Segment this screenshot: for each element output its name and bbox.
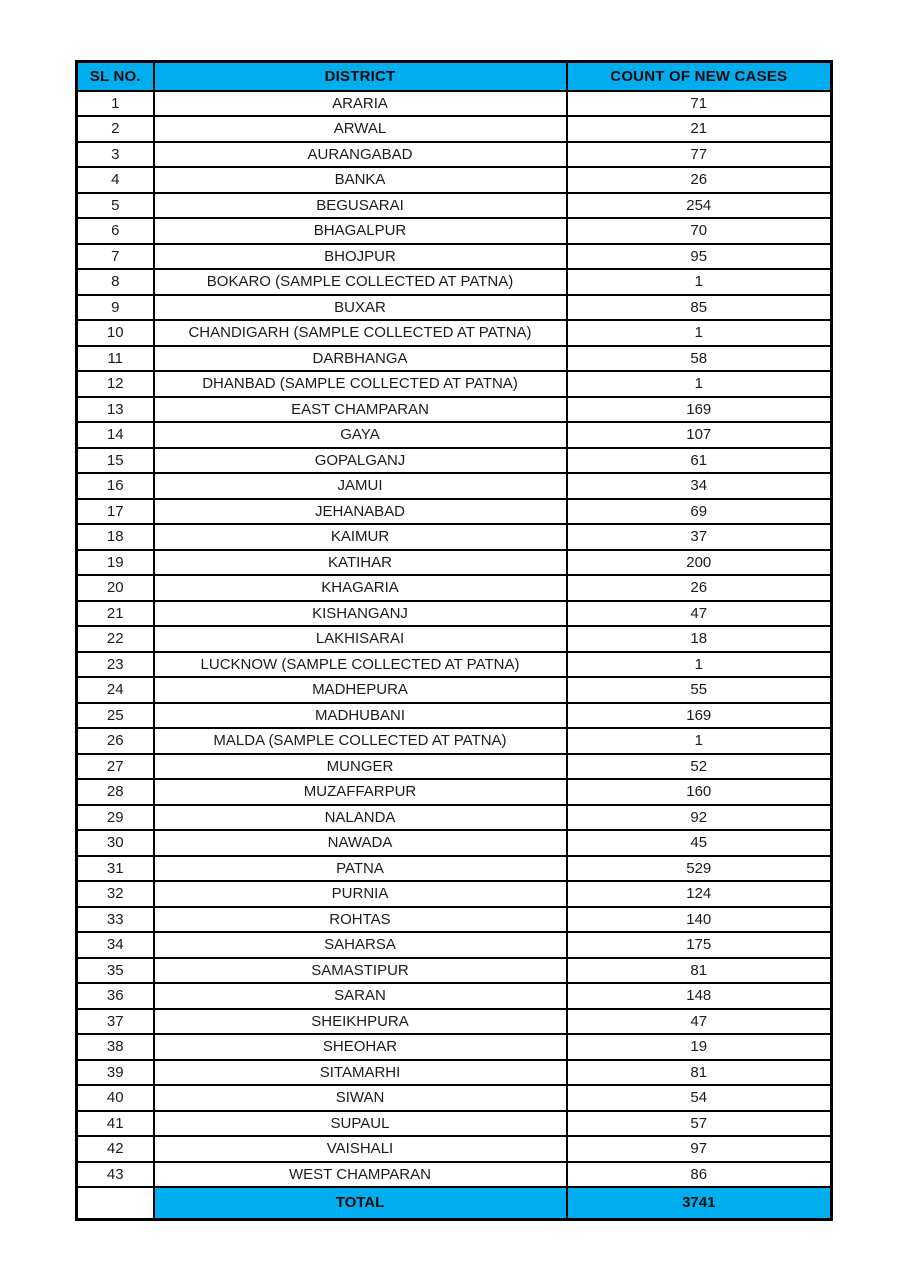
district-cell: ARARIA bbox=[154, 91, 567, 117]
district-cell: NALANDA bbox=[154, 805, 567, 831]
district-cell: EAST CHAMPARAN bbox=[154, 397, 567, 423]
district-cell: DARBHANGA bbox=[154, 346, 567, 372]
count-cell: 45 bbox=[567, 830, 832, 856]
district-cell: DHANBAD (SAMPLE COLLECTED AT PATNA) bbox=[154, 371, 567, 397]
table-row bbox=[77, 1085, 832, 1111]
district-cell: KATIHAR bbox=[154, 550, 567, 576]
district-cell: SUPAUL bbox=[154, 1111, 567, 1137]
table-row bbox=[77, 728, 832, 754]
district-cell: GAYA bbox=[154, 422, 567, 448]
sl-no-cell: 32 bbox=[77, 881, 154, 907]
table-row bbox=[77, 524, 832, 550]
table-row bbox=[77, 601, 832, 627]
sl-no-cell: 18 bbox=[77, 524, 154, 550]
district-cell: SAMASTIPUR bbox=[154, 958, 567, 984]
district-cell: SIWAN bbox=[154, 1085, 567, 1111]
count-cell: 21 bbox=[567, 116, 832, 142]
table-row bbox=[77, 244, 832, 270]
count-cell: 61 bbox=[567, 448, 832, 474]
sl-no-cell: 21 bbox=[77, 601, 154, 627]
table-row bbox=[77, 830, 832, 856]
table-row bbox=[77, 881, 832, 907]
count-cell: 81 bbox=[567, 1060, 832, 1086]
district-cell: ROHTAS bbox=[154, 907, 567, 933]
table-row bbox=[77, 1162, 832, 1188]
count-cell: 148 bbox=[567, 983, 832, 1009]
count-cell: 175 bbox=[567, 932, 832, 958]
district-cell: LUCKNOW (SAMPLE COLLECTED AT PATNA) bbox=[154, 652, 567, 678]
district-cell: CHANDIGARH (SAMPLE COLLECTED AT PATNA) bbox=[154, 320, 567, 346]
count-cell: 1 bbox=[567, 728, 832, 754]
count-cell: 1 bbox=[567, 652, 832, 678]
table-row bbox=[77, 703, 832, 729]
count-cell: 169 bbox=[567, 703, 832, 729]
table-row bbox=[77, 1060, 832, 1086]
sl-no-cell: 5 bbox=[77, 193, 154, 219]
count-cell: 124 bbox=[567, 881, 832, 907]
count-cell: 58 bbox=[567, 346, 832, 372]
table-row bbox=[77, 652, 832, 678]
sl-no-cell: 27 bbox=[77, 754, 154, 780]
sl-no-cell: 37 bbox=[77, 1009, 154, 1035]
table-row bbox=[77, 958, 832, 984]
sl-no-cell: 4 bbox=[77, 167, 154, 193]
count-cell: 77 bbox=[567, 142, 832, 168]
sl-no-cell: 24 bbox=[77, 677, 154, 703]
table-row bbox=[77, 1009, 832, 1035]
count-cell: 254 bbox=[567, 193, 832, 219]
table-body bbox=[77, 91, 832, 1188]
new-cases-table bbox=[75, 60, 833, 1221]
count-cell: 18 bbox=[567, 626, 832, 652]
district-cell: PURNIA bbox=[154, 881, 567, 907]
district-cell: SHEIKHPURA bbox=[154, 1009, 567, 1035]
count-cell: 92 bbox=[567, 805, 832, 831]
count-cell: 69 bbox=[567, 499, 832, 525]
table-row bbox=[77, 779, 832, 805]
count-cell: 95 bbox=[567, 244, 832, 270]
sl-no-cell: 26 bbox=[77, 728, 154, 754]
district-cell: VAISHALI bbox=[154, 1136, 567, 1162]
district-cell: KHAGARIA bbox=[154, 575, 567, 601]
count-cell: 71 bbox=[567, 91, 832, 117]
count-cell: 169 bbox=[567, 397, 832, 423]
table-row bbox=[77, 677, 832, 703]
count-cell: 107 bbox=[567, 422, 832, 448]
table-row bbox=[77, 91, 832, 117]
district-cell: SARAN bbox=[154, 983, 567, 1009]
count-cell: 529 bbox=[567, 856, 832, 882]
count-cell: 140 bbox=[567, 907, 832, 933]
table-row bbox=[77, 932, 832, 958]
sl-no-cell: 34 bbox=[77, 932, 154, 958]
table-row bbox=[77, 193, 832, 219]
district-cell: MALDA (SAMPLE COLLECTED AT PATNA) bbox=[154, 728, 567, 754]
sl-no-cell: 12 bbox=[77, 371, 154, 397]
sl-no-cell: 13 bbox=[77, 397, 154, 423]
header-sl-no: SL NO. bbox=[77, 62, 154, 91]
district-cell: WEST CHAMPARAN bbox=[154, 1162, 567, 1188]
sl-no-cell: 7 bbox=[77, 244, 154, 270]
sl-no-cell: 30 bbox=[77, 830, 154, 856]
sl-no-cell: 22 bbox=[77, 626, 154, 652]
count-cell: 160 bbox=[567, 779, 832, 805]
table-row bbox=[77, 320, 832, 346]
district-cell: AURANGABAD bbox=[154, 142, 567, 168]
count-cell: 70 bbox=[567, 218, 832, 244]
sl-no-cell: 41 bbox=[77, 1111, 154, 1137]
table-row bbox=[77, 346, 832, 372]
count-cell: 86 bbox=[567, 1162, 832, 1188]
sl-no-cell: 25 bbox=[77, 703, 154, 729]
sl-no-cell: 14 bbox=[77, 422, 154, 448]
district-cell: BEGUSARAI bbox=[154, 193, 567, 219]
table-row bbox=[77, 754, 832, 780]
header-district: DISTRICT bbox=[154, 62, 567, 91]
sl-no-cell: 40 bbox=[77, 1085, 154, 1111]
total-label-cell: TOTAL bbox=[154, 1187, 567, 1219]
table-row bbox=[77, 116, 832, 142]
district-cell: PATNA bbox=[154, 856, 567, 882]
sl-no-cell: 29 bbox=[77, 805, 154, 831]
district-cell: SAHARSA bbox=[154, 932, 567, 958]
sl-no-cell: 36 bbox=[77, 983, 154, 1009]
table-row bbox=[77, 907, 832, 933]
district-cell: MUZAFFARPUR bbox=[154, 779, 567, 805]
count-cell: 200 bbox=[567, 550, 832, 576]
district-cell: JEHANABAD bbox=[154, 499, 567, 525]
total-row bbox=[77, 1187, 832, 1219]
count-cell: 47 bbox=[567, 1009, 832, 1035]
sl-no-cell: 42 bbox=[77, 1136, 154, 1162]
table-row bbox=[77, 856, 832, 882]
sl-no-cell: 9 bbox=[77, 295, 154, 321]
district-cell: SITAMARHI bbox=[154, 1060, 567, 1086]
district-cell: JAMUI bbox=[154, 473, 567, 499]
table-row bbox=[77, 473, 832, 499]
count-cell: 52 bbox=[567, 754, 832, 780]
district-cell: GOPALGANJ bbox=[154, 448, 567, 474]
district-cell: KAIMUR bbox=[154, 524, 567, 550]
total-blank-cell bbox=[77, 1187, 154, 1219]
count-cell: 57 bbox=[567, 1111, 832, 1137]
table-row bbox=[77, 805, 832, 831]
table-row bbox=[77, 626, 832, 652]
district-cell: LAKHISARAI bbox=[154, 626, 567, 652]
sl-no-cell: 8 bbox=[77, 269, 154, 295]
district-cell: MADHEPURA bbox=[154, 677, 567, 703]
district-cell: KISHANGANJ bbox=[154, 601, 567, 627]
table-row bbox=[77, 1136, 832, 1162]
sl-no-cell: 23 bbox=[77, 652, 154, 678]
header-count-of-new-cases: COUNT OF NEW CASES bbox=[567, 62, 832, 91]
table-row bbox=[77, 142, 832, 168]
table-row bbox=[77, 499, 832, 525]
count-cell: 19 bbox=[567, 1034, 832, 1060]
sl-no-cell: 6 bbox=[77, 218, 154, 244]
count-cell: 26 bbox=[567, 167, 832, 193]
sl-no-cell: 11 bbox=[77, 346, 154, 372]
table-row bbox=[77, 550, 832, 576]
count-cell: 37 bbox=[567, 524, 832, 550]
table-row bbox=[77, 295, 832, 321]
table-row bbox=[77, 1034, 832, 1060]
sl-no-cell: 20 bbox=[77, 575, 154, 601]
district-cell: ARWAL bbox=[154, 116, 567, 142]
district-cell: BHOJPUR bbox=[154, 244, 567, 270]
sl-no-cell: 19 bbox=[77, 550, 154, 576]
sl-no-cell: 17 bbox=[77, 499, 154, 525]
count-cell: 55 bbox=[567, 677, 832, 703]
sl-no-cell: 38 bbox=[77, 1034, 154, 1060]
district-cell: BOKARO (SAMPLE COLLECTED AT PATNA) bbox=[154, 269, 567, 295]
district-cell: MADHUBANI bbox=[154, 703, 567, 729]
sl-no-cell: 15 bbox=[77, 448, 154, 474]
table-row bbox=[77, 983, 832, 1009]
sl-no-cell: 33 bbox=[77, 907, 154, 933]
count-cell: 54 bbox=[567, 1085, 832, 1111]
table-header-row bbox=[77, 62, 832, 91]
district-cell: MUNGER bbox=[154, 754, 567, 780]
table-row bbox=[77, 167, 832, 193]
sl-no-cell: 10 bbox=[77, 320, 154, 346]
count-cell: 47 bbox=[567, 601, 832, 627]
district-cell: SHEOHAR bbox=[154, 1034, 567, 1060]
count-cell: 34 bbox=[567, 473, 832, 499]
count-cell: 81 bbox=[567, 958, 832, 984]
table-row bbox=[77, 448, 832, 474]
count-cell: 26 bbox=[567, 575, 832, 601]
sl-no-cell: 31 bbox=[77, 856, 154, 882]
sl-no-cell: 43 bbox=[77, 1162, 154, 1188]
table-row bbox=[77, 1111, 832, 1137]
sl-no-cell: 2 bbox=[77, 116, 154, 142]
table-row bbox=[77, 269, 832, 295]
district-cell: NAWADA bbox=[154, 830, 567, 856]
table-row bbox=[77, 575, 832, 601]
sl-no-cell: 16 bbox=[77, 473, 154, 499]
sl-no-cell: 1 bbox=[77, 91, 154, 117]
count-cell: 1 bbox=[567, 320, 832, 346]
count-cell: 97 bbox=[567, 1136, 832, 1162]
district-cell: BANKA bbox=[154, 167, 567, 193]
count-cell: 85 bbox=[567, 295, 832, 321]
district-cell: BUXAR bbox=[154, 295, 567, 321]
table-row bbox=[77, 422, 832, 448]
table-row bbox=[77, 371, 832, 397]
total-value-cell: 3741 bbox=[567, 1187, 832, 1219]
table-row bbox=[77, 397, 832, 423]
table-row bbox=[77, 218, 832, 244]
count-cell: 1 bbox=[567, 371, 832, 397]
sl-no-cell: 39 bbox=[77, 1060, 154, 1086]
district-cell: BHAGALPUR bbox=[154, 218, 567, 244]
sl-no-cell: 3 bbox=[77, 142, 154, 168]
sl-no-cell: 35 bbox=[77, 958, 154, 984]
count-cell: 1 bbox=[567, 269, 832, 295]
sl-no-cell: 28 bbox=[77, 779, 154, 805]
